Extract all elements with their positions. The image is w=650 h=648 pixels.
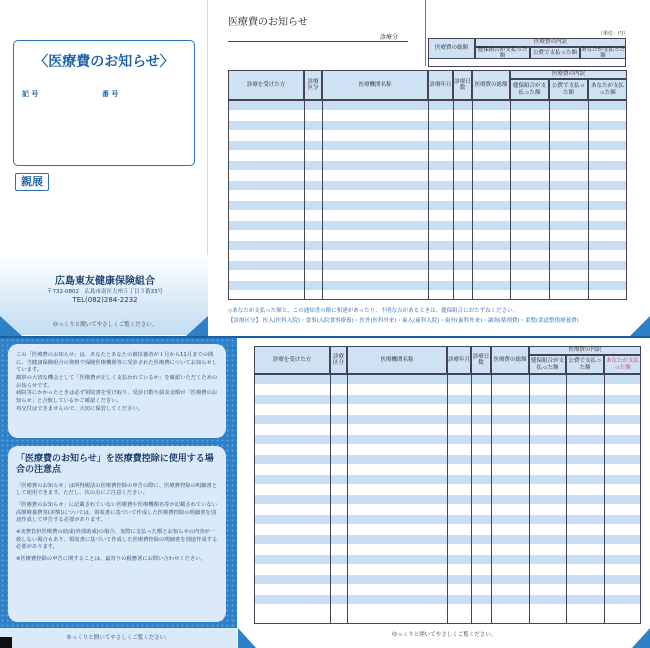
breakdown-col: あなたが支払った額 (588, 79, 627, 100)
top-table-body (228, 100, 627, 300)
col-header: 診療日数 (471, 346, 491, 374)
col-header: 診療年月 (447, 346, 471, 374)
col-header: 診療年月 (428, 70, 453, 100)
info-heading: 「医療費のお知らせ」を医療費控除に使用する場合の注意点 (16, 454, 214, 476)
note-text: ◇あなたが支払った額と、この通知書の額に相違があったり、不明な点があるときは、健保組合におたずねください。 (228, 308, 519, 314)
info-bullet: 「医療費のお知らせ」に記載されていない医療費や医療機関名等が記載されていない高額療養費等(差額)については、領収書に基づいて作成した医療費控除の明細書を別途作成して申告する必要があります。 (16, 501, 218, 524)
col-header: 診療日数 (453, 70, 472, 100)
breakdown-col: 健保組合が支払った額 (510, 79, 549, 100)
open-corner-icon[interactable] (0, 316, 22, 336)
unit-label: （単位：円） (598, 31, 629, 37)
oyaten-stamp: 親展 (15, 173, 49, 191)
perforation-line (425, 0, 426, 66)
col-header: 医療費の総額 (491, 346, 529, 374)
cover-footer: ゆっくりと開いてやさしくご覧ください。 (52, 322, 158, 328)
breakdown-col-highlight: あなたが支払った額 (604, 355, 641, 374)
open-corner-icon[interactable] (630, 316, 650, 336)
title-underline (228, 41, 408, 42)
col-header: 医療機関名称 (347, 346, 447, 374)
org-tel: TEL(082)284-2232 (72, 296, 138, 304)
col-header: 医療費の総額 (472, 70, 510, 100)
open-corner-icon[interactable] (186, 316, 208, 336)
info-box-1 (8, 344, 226, 438)
summary-col: あなたが支払った額 (581, 46, 626, 59)
address-window (13, 40, 195, 166)
info-para: ※医療費控除の申告に関することは、最寄りの税務署にお問い合わせください。 (16, 555, 206, 562)
kigo-label: 記 号 (22, 90, 39, 98)
cover-title: 〈医療費のお知らせ〉 (34, 54, 174, 70)
summary-breakdown-header: 医療費の内訳 (475, 38, 626, 47)
open-corner-icon[interactable] (632, 628, 650, 648)
bottom-table-body (254, 374, 641, 624)
form-footer: ゆっくりと開いてやさしくご覧ください。 (391, 632, 497, 638)
corner-mark (0, 637, 12, 648)
breakdown-header: 医療費の内訳 (529, 346, 641, 355)
form-title: 医療費のお知らせ (228, 17, 308, 28)
summary-col: 公費で支払った額 (530, 47, 580, 59)
org-name: 広島東友健康保険組合 (55, 276, 155, 287)
col-header: 医療機関名称 (322, 70, 428, 100)
summary-col: 健保組合が支払った額 (475, 47, 530, 59)
info-para: この「医療費のお知らせ」は、あなたとあなたの被扶養者が１月から11月までの間に、当健康保険組合の資格で保険医療機関等に受診された医療費についてお知らせしています。 (16, 352, 218, 374)
breakdown-col: 公費で支払った額 (549, 79, 588, 100)
info-para: 再交付はできませんので、大切に保管してください。 (16, 405, 144, 412)
bango-label: 番 号 (102, 90, 119, 98)
info-para: 観察の大切な機会として「医療費が正しく支払われているか」を確認いただくためのお知らせです。 (16, 375, 218, 389)
col-header: 診療区分 (330, 346, 347, 374)
info-box-2 (8, 446, 226, 622)
info-footer: ゆっくりと開いてやさしくご覧ください。 (0, 628, 237, 648)
open-corner-icon[interactable] (238, 628, 256, 648)
breakdown-header: 医療費の内訳 (510, 70, 627, 79)
shinryobun-label: 診療分 (380, 34, 399, 41)
col-header: 診療を受けた方 (254, 346, 330, 374)
org-address: 〒732-0802 広島市南区大州５丁目３番33号 (47, 289, 163, 295)
breakdown-col: 公費で支払った額 (566, 355, 604, 374)
info-bullet: ※実費負担医療費の助成(外部助成)の場合、実際に支払った額とお知らせの内容が一致しない場合もあり、領収書に基づいて作成した医療費控除の明細書を別途作成する必要があります。 (16, 528, 218, 551)
col-header: 診療を受けた方 (228, 70, 304, 100)
summary-total-header: 医療費の総額 (428, 38, 475, 59)
info-para: 「医療費のお知らせ」は所得税法の医療費控除の申告の際に、医療費控除の明細書として使用できます。ただし、次の点にご注意ください。 (16, 482, 218, 497)
shinryo-kubun-note: 【診療区分】 医入(医科入院)・食事(入院食事療養)・医外(医科外来)・歯入(歯科入院)・歯外(歯科外来)・調剤(薬剤費)・柔整(柔道整復療養費) (228, 318, 579, 324)
summary-values-row (428, 59, 626, 67)
col-header: 診療区分 (304, 70, 322, 100)
info-para: 病院等にかかったときは必ず領収書を受け取り、受診日数や請求金額が「医療費のお知らせ」と合致しているかご確認ください。 (16, 390, 218, 405)
breakdown-col: 健保組合が支払った額 (529, 355, 566, 374)
